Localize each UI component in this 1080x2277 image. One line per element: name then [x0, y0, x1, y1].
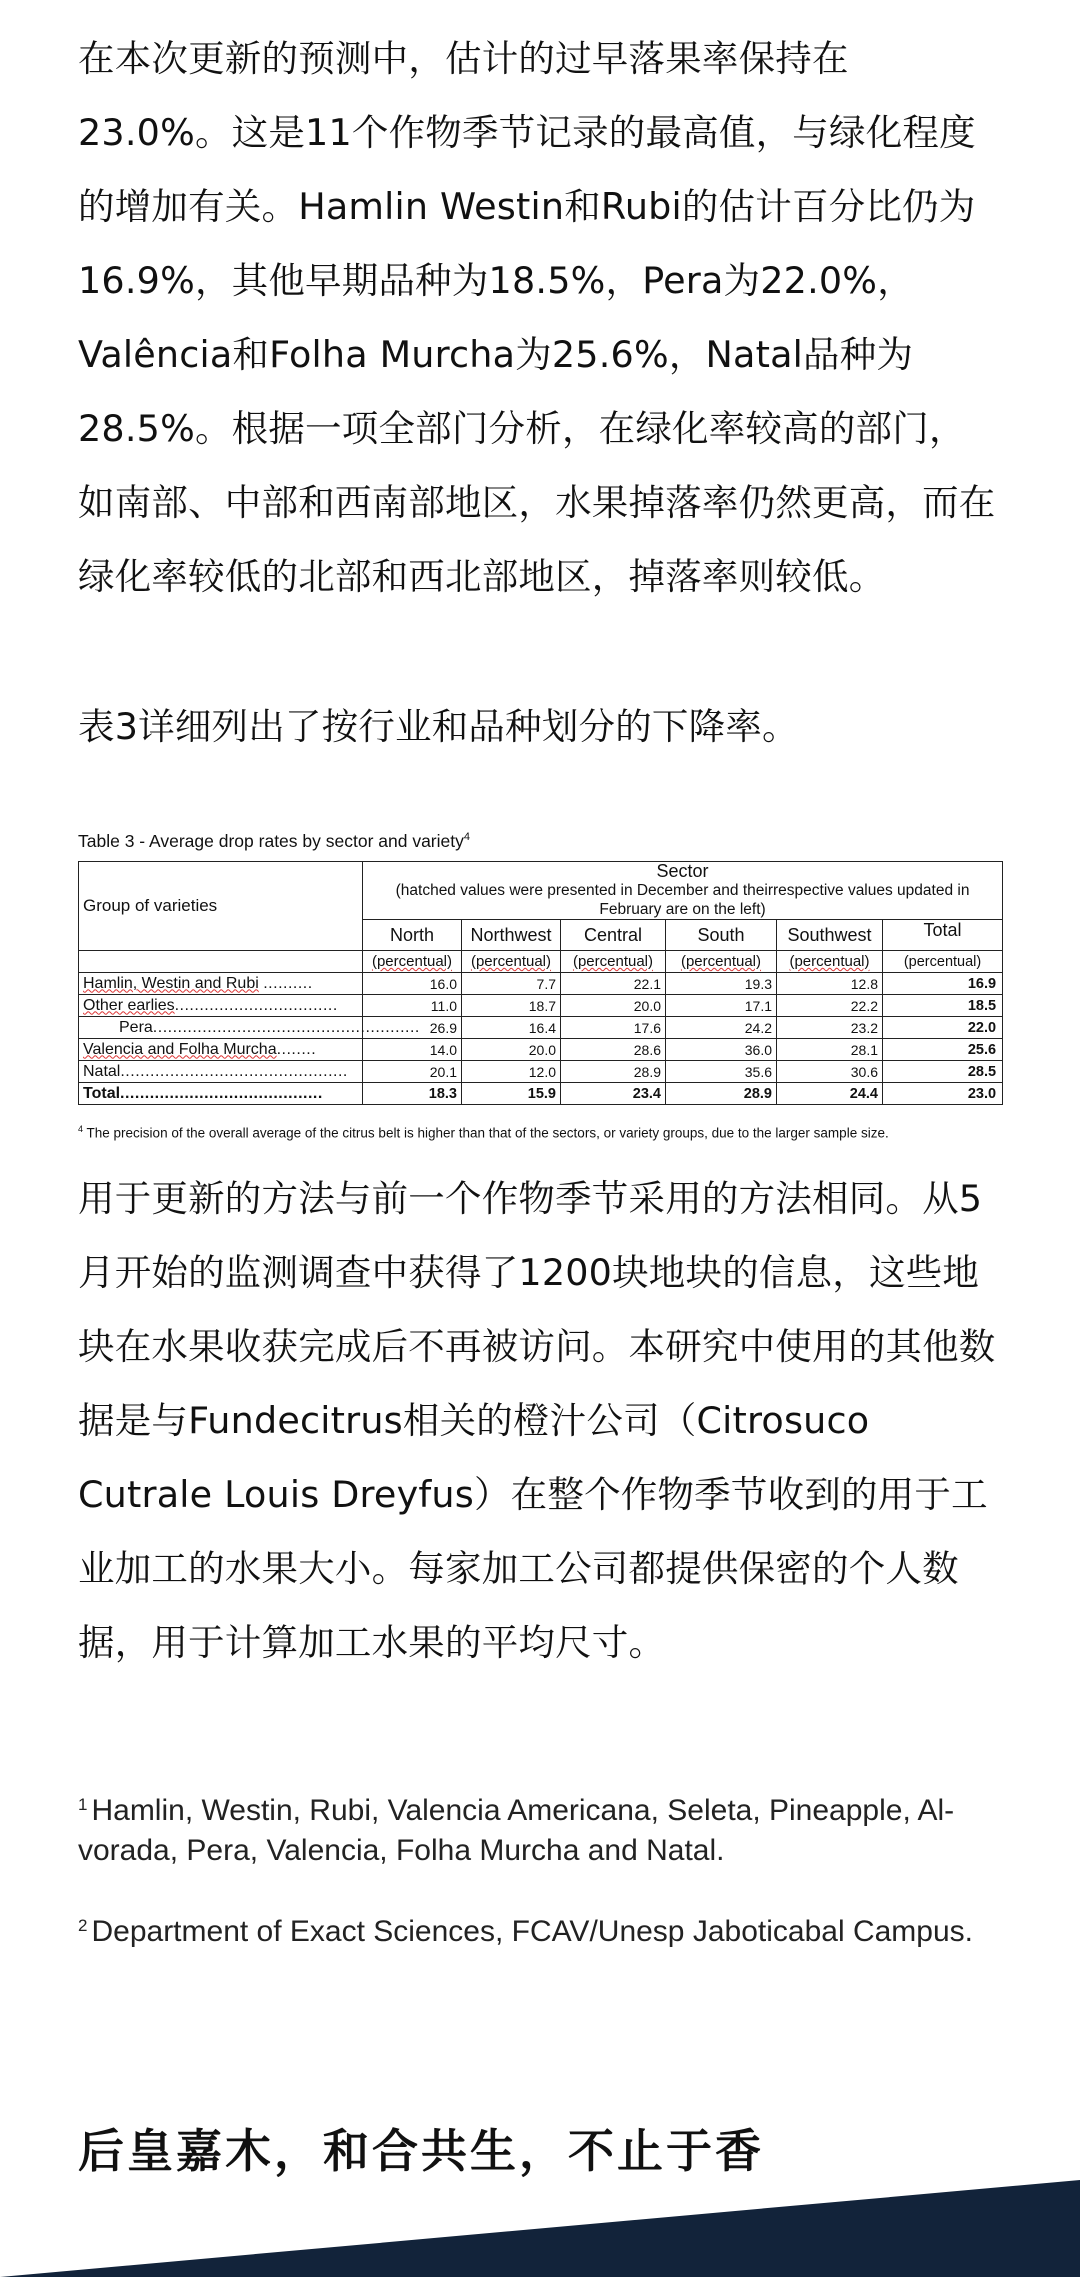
table-cell: 20.0 [561, 995, 666, 1017]
table-row [79, 1039, 1003, 1061]
table-caption [78, 831, 470, 852]
article-paragraph-2: 表3详细列出了按行业和品种划分的下降率。 [78, 705, 799, 748]
table-row [79, 1017, 1003, 1039]
drop-rate-table-container [78, 861, 1002, 1105]
table-cell: 15.9 [462, 1083, 561, 1105]
table-row-total [79, 1083, 1003, 1105]
footnote-2-marker: 2 [78, 1916, 88, 1935]
footnote-1-text: Hamlin, Westin, Rubi, Valencia Americana, Seleta, Pineapple, Al-vorada, Pera, Valencia, Folha Murcha and Natal. [78, 1794, 955, 1867]
table-caption-sup: 4 [463, 831, 470, 844]
column-header-total: Total [883, 920, 1003, 951]
unit-row-spacer [79, 951, 363, 973]
table-cell: 23.4 [561, 1083, 666, 1105]
column-header-northwest: Northwest [462, 920, 561, 951]
unit-label: (percentual) [777, 951, 883, 973]
unit-label: (percentual) [462, 951, 561, 973]
sector-note: (hatched values were presented in December and theirrespective values updated in February are on the left) [395, 882, 970, 918]
column-header-central: Central [561, 920, 666, 951]
table-cell: 17.6 [561, 1017, 666, 1039]
table-cell: 35.6 [666, 1061, 777, 1083]
table-footnote-sup: 4 [78, 1124, 84, 1134]
table-cell-total: 25.6 [883, 1039, 1003, 1061]
table-cell-total: 18.5 [883, 995, 1003, 1017]
sector-header [363, 862, 1003, 920]
row-label: Hamlin, Westin and Rubi .......... [79, 973, 363, 995]
table-cell: 11.0 [363, 995, 462, 1017]
column-header-north: North [363, 920, 462, 951]
sector-title: Sector [656, 861, 709, 881]
unit-label: (percentual) [666, 951, 777, 973]
row-label-total: Total......................................... [79, 1083, 363, 1105]
footnote-1 [78, 1785, 1002, 1871]
table-cell: 20.1 [363, 1061, 462, 1083]
row-label: Natal.............................................. [79, 1061, 363, 1083]
drop-rate-table [78, 861, 1003, 1105]
table-cell: 28.9 [561, 1061, 666, 1083]
table-cell: 22.1 [561, 973, 666, 995]
article-paragraph-1: 在本次更新的预测中，估计的过早落果率保持在23.0%。这是11个作物季节记录的最高值，与绿化程度的增加有关。Hamlin Westin和Rubi的估计百分比仍为16.9%，其他早期品种为18.5%，Pera为22.0%，Valência和Folha Murcha为25.6%，Natal品种为28.5%。根据一项全部门分析，在绿化率较高的部门，如南部、中部和西南部地区，水果掉落率仍然更高，而在绿化率较低的北部和西北部地区，掉落率则较低。 [78, 37, 996, 598]
table-footnote [78, 1124, 1002, 1141]
table-cell-total: 23.0 [883, 1083, 1003, 1105]
row-label: Valencia and Folha Murcha........ [79, 1039, 363, 1061]
table-cell: 24.2 [666, 1017, 777, 1039]
table-cell: 28.1 [777, 1039, 883, 1061]
table-footnote-text: The precision of the overall average of the citrus belt is higher than that of the sectors, or variety groups, due to the larger sample size. [86, 1125, 889, 1141]
footnote-2-text: Department of Exact Sciences, FCAV/Unesp Jaboticabal Campus. [91, 1915, 973, 1948]
table-cell-total: 22.0 [883, 1017, 1003, 1039]
table-cell: 20.0 [462, 1039, 561, 1061]
unit-label: (percentual) [363, 951, 462, 973]
table-row [79, 1061, 1003, 1083]
table-row [79, 995, 1003, 1017]
row-label: Other earlies................................. [79, 995, 363, 1017]
table-cell: 12.0 [462, 1061, 561, 1083]
table-cell: 14.0 [363, 1039, 462, 1061]
table-cell-total: 16.9 [883, 973, 1003, 995]
table-cell: 12.8 [777, 973, 883, 995]
table-row [79, 973, 1003, 995]
table-cell: 24.4 [777, 1083, 883, 1105]
table-cell: 7.7 [462, 973, 561, 995]
corner-triangle [0, 2180, 1080, 2277]
table-cell: 28.6 [561, 1039, 666, 1061]
table-cell: 18.7 [462, 995, 561, 1017]
table-cell: 16.0 [363, 973, 462, 995]
table-cell: 23.2 [777, 1017, 883, 1039]
table-cell: 26.9 [363, 1017, 462, 1039]
column-header-southwest: Southwest [777, 920, 883, 951]
table-caption-text: Table 3 - Average drop rates by sector and variety [78, 831, 464, 851]
table-cell: 22.2 [777, 995, 883, 1017]
row-label: Pera...................................................... [79, 1017, 363, 1039]
table-cell: 16.4 [462, 1017, 561, 1039]
unit-label: (percentual) [883, 951, 1003, 973]
table-cell: 17.1 [666, 995, 777, 1017]
table-cell: 18.3 [363, 1083, 462, 1105]
footnote-1-marker: 1 [78, 1795, 88, 1814]
article-paragraph-3: 用于更新的方法与前一个作物季节采用的方法相同。从5月开始的监测调查中获得了1200块地块的信息，这些地块在水果收获完成后不再被访问。本研究中使用的其他数据是与Fundecitrus相关的橙汁公司（Citrosuco Cutrale Louis Dreyfus）在整个作物季节收到的用于工业加工的水果大小。每家加工公司都提供保密的个人数据，用于计算加工水果的平均尺寸。 [78, 1177, 996, 1664]
group-of-varieties-header: Group of varieties [79, 862, 363, 951]
column-header-south: South [666, 920, 777, 951]
brand-slogan: 后皇嘉木，和合共生，不止于香 [78, 2124, 764, 2178]
table-cell: 30.6 [777, 1061, 883, 1083]
table-cell: 28.9 [666, 1083, 777, 1105]
unit-label: (percentual) [561, 951, 666, 973]
table-cell: 19.3 [666, 973, 777, 995]
footnote-2 [78, 1906, 1002, 1952]
table-cell-total: 28.5 [883, 1061, 1003, 1083]
table-cell: 36.0 [666, 1039, 777, 1061]
